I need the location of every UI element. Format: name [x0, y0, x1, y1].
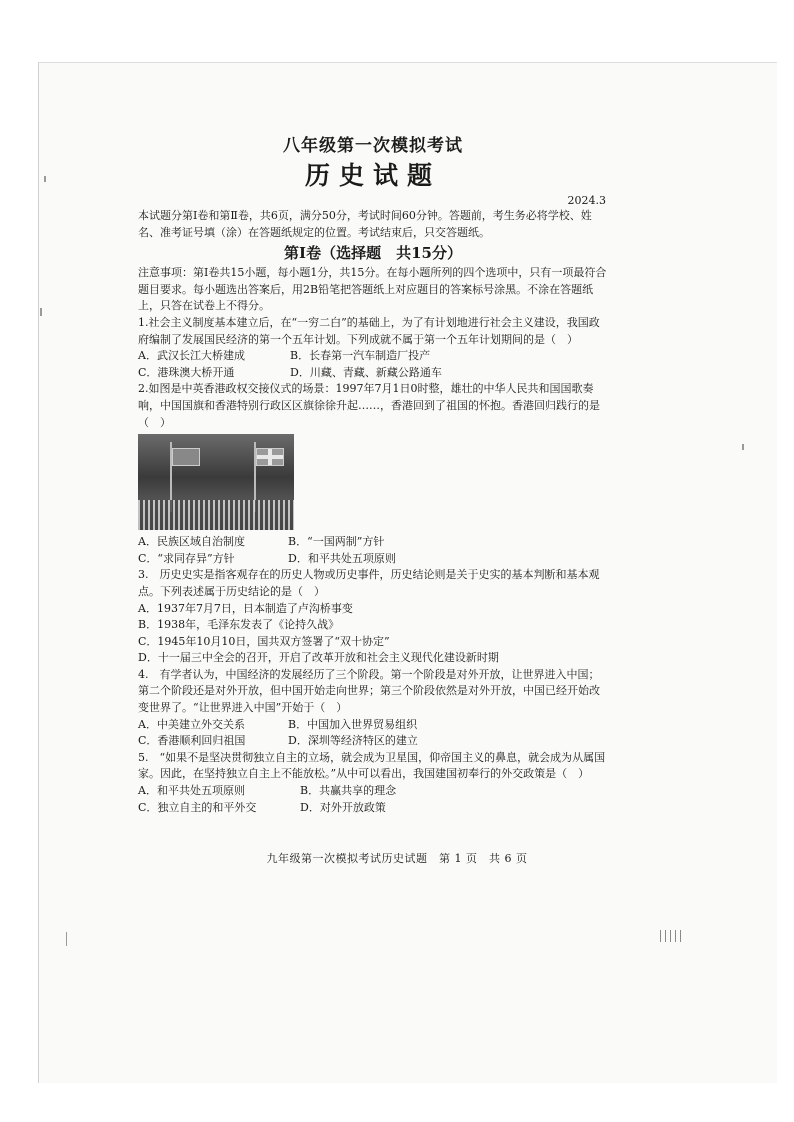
section-notes: 注意事项：第Ⅰ卷共15小题，每小题1分，共15分。在每小题所列的四个选项中，只有一项最符合题目要求。每小题选出答案后，用2B铅笔把答题纸上对应题目的答案标号涂黑。不涂在答题纸上，只答在试卷上不得分。 [138, 266, 607, 313]
option-d: D．深圳等经济特区的建立 [288, 734, 418, 748]
question-stem: 2.如图是中英香港政权交接仪式的场景：1997年7月1日0时整，雄壮的中华人民共和国国歌奏响，中国国旗和香港特别行政区区旗徐徐升起……，香港回到了祖国的怀抱。香港回归践行的是（ ） [138, 382, 600, 429]
option-c: C．1945年10月10日，国共双方签署了“双十协定” [138, 634, 390, 648]
option-d: D．对外开放政策 [300, 800, 386, 814]
option-a: A．武汉长江大桥建成 [138, 349, 245, 363]
handover-ceremony-photo [138, 434, 294, 530]
option-b: B．“一国两制”方针 [288, 535, 385, 549]
option-b: B．中国加入世界贸易组织 [288, 717, 418, 731]
question-stem: 4. 有学者认为，中国经济的发展经历了三个阶段。第一个阶段是对外开放，让世界进入中国；第二个阶段还是对外开放，但中国开始走向世界；第三个阶段依然是对外开放，中国已经开始改变世界了。“让世界进入中国”开始于（ ） [138, 667, 600, 715]
option-d: D．十一届三中全会的召开，开启了改革开放和社会主义现代化建设新时期 [138, 651, 499, 665]
scan-speck [742, 444, 744, 450]
question-4 [138, 667, 608, 750]
question-3 [138, 567, 608, 667]
option-a: A．中美建立外交关系 [138, 717, 245, 731]
exam-content [138, 132, 608, 816]
question-stem: 3. 历史史实是指客观存在的历史人物或历史事件，历史结论则是关于史实的基本判断和基本观点。下列表述属于历史结论的是（ ） [138, 568, 600, 598]
option-b: B．长春第一汽车制造厂投产 [290, 349, 431, 363]
section-title: 第Ⅰ卷（选择题 共15分） [284, 244, 462, 263]
exam-subject-title: 历史试题 [304, 161, 441, 190]
option-c: C．香港顺利回归祖国 [138, 734, 246, 748]
option-c: C．独立自主的和平外交 [138, 800, 257, 814]
option-d: D．川藏、青藏、新藏公路通车 [290, 365, 442, 379]
question-2 [138, 381, 608, 567]
exam-title: 八年级第一次模拟考试 [283, 136, 463, 156]
scan-speck [44, 176, 46, 182]
exam-date: 2024.3 [567, 194, 606, 207]
option-c: C．“求同存异”方针 [138, 551, 235, 565]
option-b: B．1938年，毛泽东发表了《论持久战》 [138, 618, 340, 632]
option-c: C．港珠澳大桥开通 [138, 365, 235, 379]
option-a: A．和平共处五项原则 [138, 784, 245, 798]
question-1 [138, 315, 608, 381]
scan-speck [660, 930, 684, 942]
question-stem: 1.社会主义制度基本建立后，在“一穷二白”的基础上，为了有计划地进行社会主义建设，我国政府编制了发展国民经济的第一个五年计划。下列成就不属于第一个五年计划期间的是（ ） [138, 315, 600, 346]
option-b: B．共赢共享的理念 [300, 784, 397, 798]
page-footer: 九年级第一次模拟考试历史试题 第 1 页 共 6 页 [266, 852, 528, 865]
scan-speck [40, 308, 42, 316]
option-a: A．1937年7月7日，日本制造了卢沟桥事变 [138, 601, 353, 615]
scan-speck [66, 932, 67, 946]
option-d: D．和平共处五项原则 [288, 551, 396, 565]
question-stem: 5. “如果不是坚决贯彻独立自主的立场，就会成为卫星国，仰帝国主义的鼻息，就会成为从属国家。因此，在坚持独立自主上不能放松。”从中可以看出，我国建国初奉行的外交政策是（ ） [138, 750, 606, 781]
option-a: A．民族区域自治制度 [138, 535, 245, 549]
exam-intro: 本试题分第Ⅰ卷和第Ⅱ卷，共6页，满分50分，考试时间60分钟。答题前，考生务必将学校、姓名、准考证号填（涂）在答题纸规定的位置。考试结束后，只交答题纸。 [138, 209, 592, 239]
question-5 [138, 750, 608, 816]
